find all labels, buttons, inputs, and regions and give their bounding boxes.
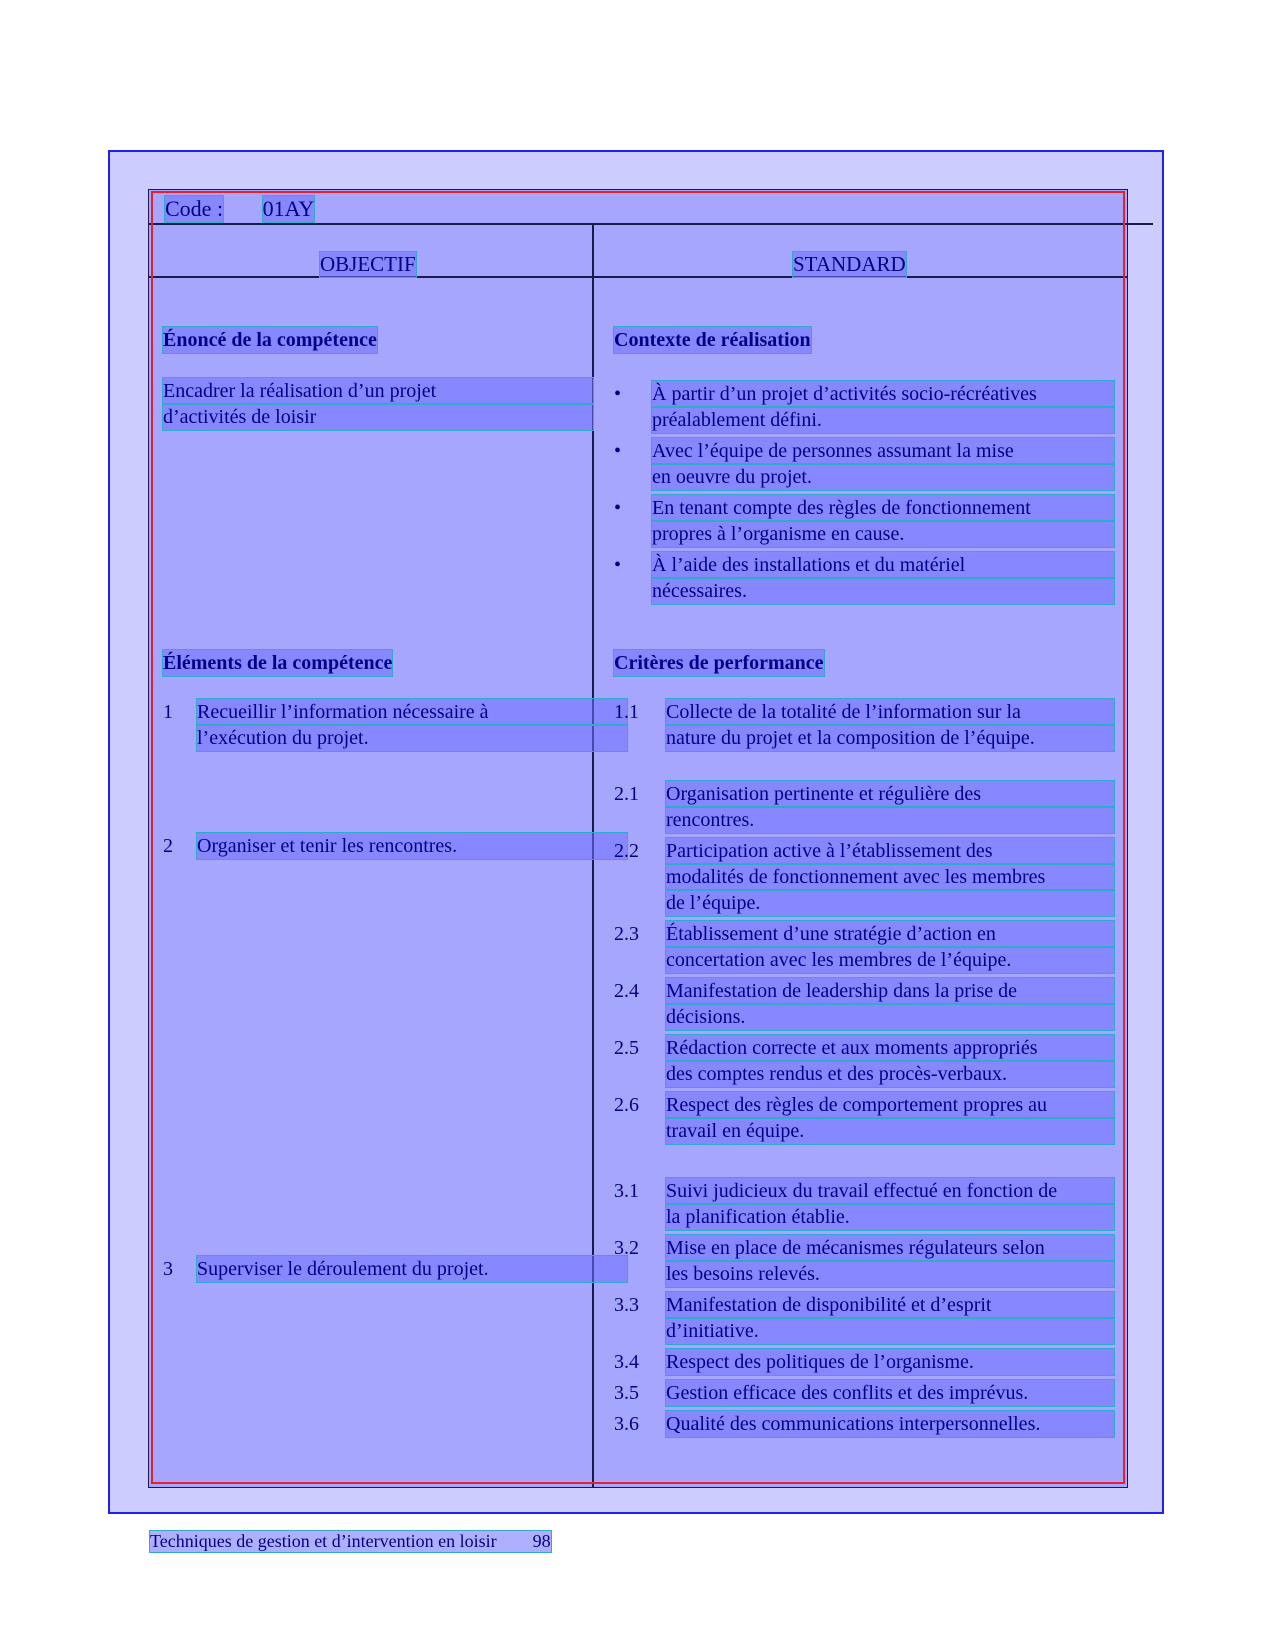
critere-line: Établissement d’une stratégie d’action en: [666, 921, 1114, 947]
element-item-3: [163, 1256, 627, 1282]
critere-item: [614, 1292, 1114, 1344]
critere-item: [614, 1380, 1114, 1406]
contexte-line: En tenant compte des règles de fonctionnement: [652, 495, 1114, 521]
contexte-line: en oeuvre du projet.: [652, 464, 1114, 490]
bullet-icon: •: [614, 554, 622, 576]
enonce-text: [163, 378, 593, 430]
enonce-title: Énoncé de la compétence: [163, 329, 377, 351]
criteres-group-1: [614, 699, 1114, 756]
element-number: 1: [163, 701, 173, 723]
bullet-icon: •: [614, 383, 622, 405]
header-row-divider: [149, 276, 1127, 278]
code-label: Code :: [165, 196, 224, 221]
contexte-item: [614, 381, 1114, 433]
contexte-list: [614, 381, 1114, 609]
header-standard: STANDARD: [793, 252, 906, 276]
critere-item: [614, 838, 1114, 916]
critere-line: travail en équipe.: [666, 1118, 1114, 1144]
element-item-2: [163, 833, 627, 859]
contexte-line: nécessaires.: [652, 578, 1114, 604]
critere-number: 2.1: [614, 783, 639, 805]
critere-number: 3.3: [614, 1294, 639, 1316]
footer-text: Techniques de gestion et d’intervention en loisir: [150, 1531, 497, 1551]
critere-line: les besoins relevés.: [666, 1261, 1114, 1287]
critere-line: Gestion efficace des conflits et des imprévus.: [666, 1380, 1114, 1406]
element-number: 2: [163, 835, 173, 857]
critere-line: concertation avec les membres de l’équipe.: [666, 947, 1114, 973]
critere-line: Organisation pertinente et régulière des: [666, 781, 1114, 807]
page-number: 98: [532, 1531, 551, 1551]
critere-number: 2.4: [614, 980, 639, 1002]
critere-number: 3.1: [614, 1180, 639, 1202]
contexte-item: [614, 438, 1114, 490]
enonce-line-2: d’activités de loisir: [163, 404, 593, 430]
critere-item: [614, 978, 1114, 1030]
contexte-item: [614, 552, 1114, 604]
contexte-line: préalablement défini.: [652, 407, 1114, 433]
critere-number: 1.1: [614, 701, 639, 723]
critere-number: 2.3: [614, 923, 639, 945]
critere-item: [614, 699, 1114, 751]
critere-item: [614, 781, 1114, 833]
element-line: l’exécution du projet.: [197, 725, 627, 751]
critere-number: 3.2: [614, 1237, 639, 1259]
critere-number: 3.6: [614, 1413, 639, 1435]
bullet-icon: •: [614, 497, 622, 519]
bullet-icon: •: [614, 440, 622, 462]
critere-number: 3.4: [614, 1351, 639, 1373]
element-line: Recueillir l’information nécessaire à: [197, 699, 627, 725]
contexte-line: À partir d’un projet d’activités socio-récréatives: [652, 381, 1114, 407]
critere-line: Suivi judicieux du travail effectué en fonction de: [666, 1178, 1114, 1204]
critere-line: Respect des règles de comportement propres au: [666, 1092, 1114, 1118]
critere-item: [614, 921, 1114, 973]
code-row: [165, 196, 314, 222]
contexte-item: [614, 495, 1114, 547]
critere-item: [614, 1411, 1114, 1437]
element-line: Organiser et tenir les rencontres.: [197, 833, 627, 859]
critere-line: Collecte de la totalité de l’information sur la: [666, 699, 1114, 725]
critere-line: Participation active à l’établissement des: [666, 838, 1114, 864]
element-item-1: [163, 699, 627, 751]
code-row-divider: [149, 223, 1153, 225]
critere-line: la planification établie.: [666, 1204, 1114, 1230]
element-line: Superviser le déroulement du projet.: [197, 1256, 627, 1282]
critere-line: d’initiative.: [666, 1318, 1114, 1344]
critere-line: des comptes rendus et des procès-verbaux.: [666, 1061, 1114, 1087]
critere-line: Manifestation de disponibilité et d’esprit: [666, 1292, 1114, 1318]
critere-line: Mise en place de mécanismes régulateurs selon: [666, 1235, 1114, 1261]
critere-item: [614, 1035, 1114, 1087]
critere-line: Respect des politiques de l’organisme.: [666, 1349, 1114, 1375]
critere-line: de l’équipe.: [666, 890, 1114, 916]
contexte-line: Avec l’équipe de personnes assumant la mise: [652, 438, 1114, 464]
critere-line: nature du projet et la composition de l’équipe.: [666, 725, 1114, 751]
page-footer: [150, 1531, 551, 1552]
critere-number: 2.6: [614, 1094, 639, 1116]
critere-line: décisions.: [666, 1004, 1114, 1030]
critere-line: modalités de fonctionnement avec les membres: [666, 864, 1114, 890]
critere-item: [614, 1092, 1114, 1144]
critere-line: Rédaction correcte et aux moments appropriés: [666, 1035, 1114, 1061]
element-number: 3: [163, 1258, 173, 1280]
contexte-line: propres à l’organisme en cause.: [652, 521, 1114, 547]
criteres-title: Critères de performance: [614, 652, 824, 674]
elements-title: Éléments de la compétence: [163, 652, 393, 674]
critere-item: [614, 1178, 1114, 1230]
critere-number: 2.5: [614, 1037, 639, 1059]
critere-item: [614, 1235, 1114, 1287]
criteres-group-2: [614, 781, 1114, 1149]
code-value: 01AY: [262, 196, 315, 221]
contexte-title: Contexte de réalisation: [614, 329, 811, 351]
contexte-line: À l’aide des installations et du matériel: [652, 552, 1114, 578]
critere-number: 3.5: [614, 1382, 639, 1404]
critere-item: [614, 1349, 1114, 1375]
critere-line: rencontres.: [666, 807, 1114, 833]
header-objectif: OBJECTIF: [320, 252, 416, 276]
enonce-line-1: Encadrer la réalisation d’un projet: [163, 378, 593, 404]
critere-line: Manifestation de leadership dans la prise de: [666, 978, 1114, 1004]
criteres-group-3: [614, 1178, 1114, 1442]
critere-line: Qualité des communications interpersonnelles.: [666, 1411, 1114, 1437]
critere-number: 2.2: [614, 840, 639, 862]
